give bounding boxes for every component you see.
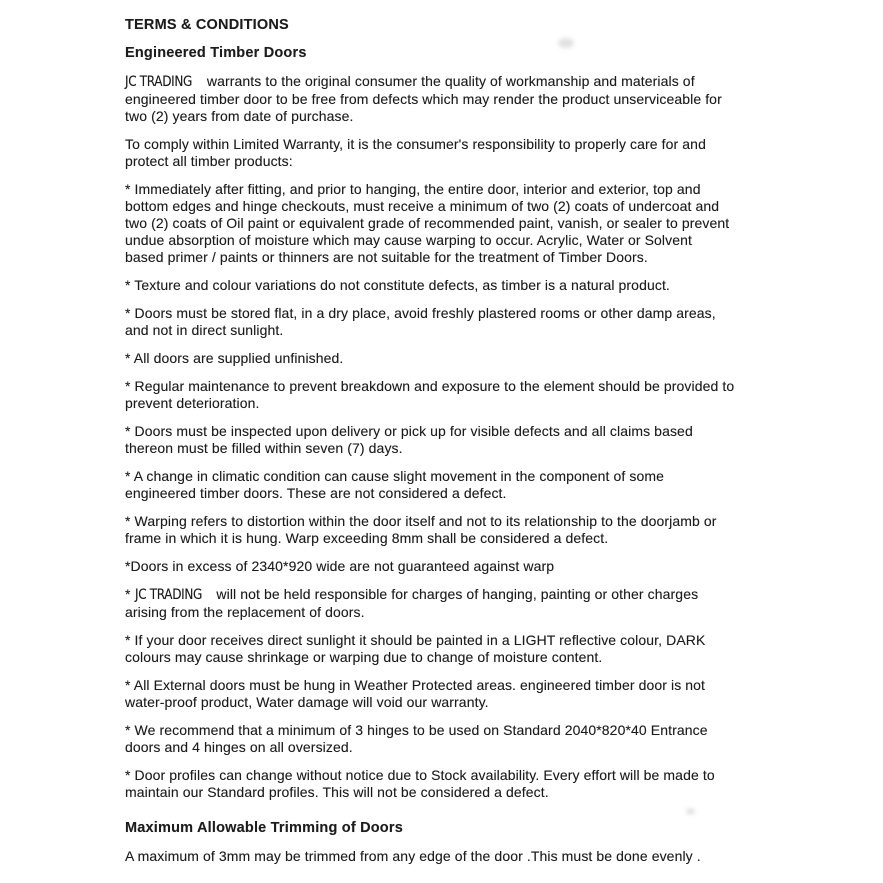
section-heading: [125, 820, 805, 837]
paragraph: [125, 767, 805, 801]
text-line: engineered timber doors. These are not considered a defect.: [125, 485, 507, 501]
scan-smudge: [686, 809, 695, 814]
paragraph: [125, 558, 805, 575]
paragraph: [125, 181, 805, 266]
text-line: * Warping refers to distortion within the door itself and not to its relationship to the doorjamb or: [125, 513, 717, 529]
paragraph: [125, 513, 805, 547]
paragraph: [125, 378, 805, 412]
text-line: * Immediately after fitting, and prior to hanging, the entire door, interior and exterior, top and: [125, 181, 701, 197]
paragraph: [125, 586, 805, 621]
text-line: A maximum of 3mm may be trimmed from any edge of the door .This must be done evenly .: [125, 848, 701, 864]
paragraph: [125, 632, 805, 666]
text-line: Maximum Allowable Trimming of Doors: [125, 820, 403, 836]
text-line: Engineered Timber Doors: [125, 45, 307, 61]
text-line: undue absorption of moisture which may cause warping to occur. Acrylic, Water or Solvent: [125, 232, 692, 248]
text-line: * JC TRADING will not be held responsible for charges of hanging, painting or other charges: [125, 586, 699, 603]
text-line: bottom edges and hinge checkouts, must receive a minimum of two (2) coats of undercoat and: [125, 198, 720, 214]
text-line: To comply within Limited Warranty, it is the consumer's responsibility to properly care for and: [125, 136, 706, 152]
paragraph: [125, 136, 805, 170]
paragraph: [125, 350, 805, 367]
text-line: TERMS & CONDITIONS: [125, 17, 289, 33]
paragraph: [125, 423, 805, 457]
text-line: water-proof product, Water damage will void our warranty.: [125, 694, 489, 710]
paragraph: [125, 305, 805, 339]
section-heading: [125, 45, 805, 62]
text-line: engineered timber door to be free from defects which may render the product unserviceable for: [125, 91, 722, 107]
paragraph: [125, 468, 805, 502]
text-line: * If your door receives direct sunlight it should be painted in a LIGHT reflective colour, DARK: [125, 632, 706, 648]
text-line: *Doors in excess of 2340*920 wide are not guaranteed against warp: [125, 558, 555, 574]
text-line: doors and 4 hinges on all oversized.: [125, 739, 353, 755]
paragraph: [125, 277, 805, 294]
section-heading: [125, 17, 805, 34]
text-line: arising from the replacement of doors.: [125, 604, 365, 620]
paragraph: [125, 722, 805, 756]
paragraph: [125, 73, 805, 125]
scan-smudge: [558, 38, 574, 48]
text-line: * A change in climatic condition can cause slight movement in the component of some: [125, 468, 665, 484]
text-line: two (2) coats of Oil paint or equivalent grade of recommended paint, vanish, or sealer to prevent: [125, 215, 730, 231]
text-line: two (2) years from date of purchase.: [125, 108, 354, 124]
text-line: prevent deterioration.: [125, 395, 260, 411]
text-line: thereon must be filled within seven (7) days.: [125, 440, 403, 456]
text-line: * We recommend that a minimum of 3 hinges to be used on Standard 2040*820*40 Entrance: [125, 722, 708, 738]
text-line: maintain our Standard profiles. This will not be considered a defect.: [125, 784, 549, 800]
text-line: * All External doors must be hung in Weather Protected areas. engineered timber door is not: [125, 677, 706, 693]
document-content: [125, 17, 805, 876]
text-line: colours may cause shrinkage or warping due to change of moisture content.: [125, 649, 603, 665]
text-line: * Regular maintenance to prevent breakdown and exposure to the element should be provided to: [125, 378, 735, 394]
company-name: JC TRADING: [125, 74, 192, 90]
company-name: JC TRADING: [134, 587, 202, 603]
text-line: * Texture and colour variations do not constitute defects, as timber is a natural product.: [125, 277, 670, 293]
text-line: and not in direct sunlight.: [125, 322, 284, 338]
text-line: * Doors must be stored flat, in a dry place, avoid freshly plastered rooms or other damp areas,: [125, 305, 716, 321]
text-line: frame in which it is hung. Warp exceeding 8mm shall be considered a defect.: [125, 530, 609, 546]
text-line: protect all timber products:: [125, 153, 293, 169]
text-line: * Doors must be inspected upon delivery or pick up for visible defects and all claims based: [125, 423, 693, 439]
text-line: JC TRADING warrants to the original consumer the quality of workmanship and materials of: [125, 73, 695, 90]
text-line: based primer / paints or thinners are not suitable for the treatment of Timber Doors.: [125, 249, 648, 265]
paragraph: [125, 677, 805, 711]
text-line: * Door profiles can change without notice due to Stock availability. Every effort will be made to: [125, 767, 715, 783]
paragraph: [125, 848, 805, 865]
text-line: * All doors are supplied unfinished.: [125, 350, 344, 366]
